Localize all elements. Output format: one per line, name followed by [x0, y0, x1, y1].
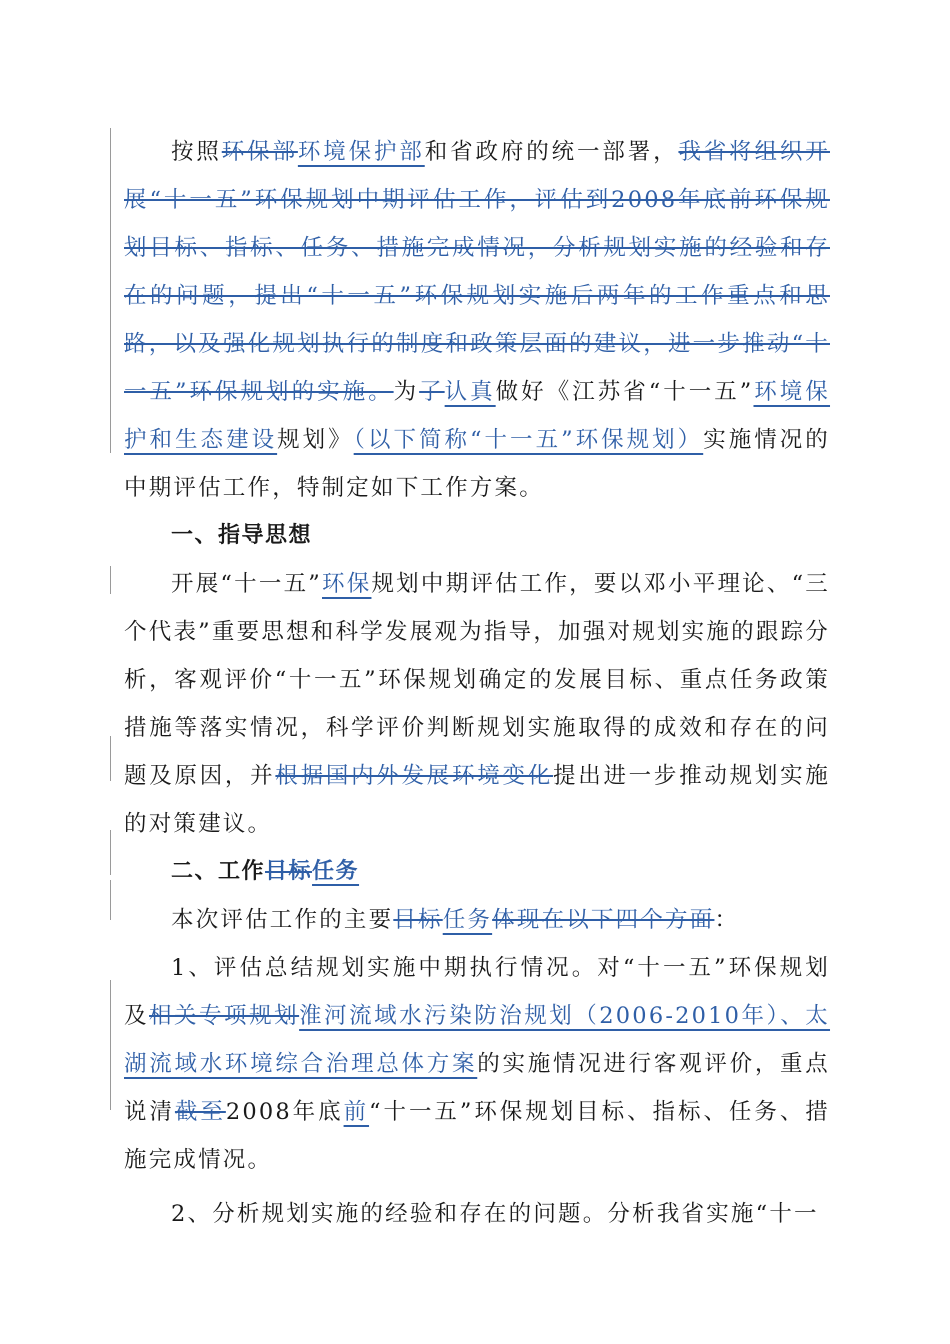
- heading-text: 二、工作: [171, 859, 266, 884]
- text-run: 为: [393, 379, 420, 405]
- change-bar: [110, 128, 111, 453]
- text-run: 和省政府的统一部署，: [424, 139, 679, 165]
- text-run: 1、评估总结规划实施中期执行情况。对“十一五”环保规划及: [124, 955, 830, 1029]
- tasks-intro-paragraph: [124, 896, 830, 944]
- inserted-text: 前: [343, 1099, 370, 1125]
- heading-text: 一、指导思想: [171, 523, 313, 548]
- section-heading-guiding-ideology: [124, 512, 830, 560]
- intro-paragraph: [124, 128, 830, 512]
- text-run: 本次评估工作的主要: [171, 907, 394, 933]
- change-bar: [110, 566, 111, 594]
- deleted-text: 相关专项规划: [149, 1003, 300, 1029]
- text-run: 做好《江苏省“十一五”: [495, 379, 754, 405]
- inserted-text: 认真: [444, 379, 496, 405]
- text-run: 实施情况的中期评估工作，特制定如下工作方案。: [124, 427, 830, 501]
- text-run: 规划》: [277, 427, 354, 453]
- inserted-text: 环境保护和生态建设: [124, 379, 831, 453]
- document-body: [124, 128, 830, 1238]
- text-run: 2008年底: [225, 1099, 344, 1125]
- guiding-ideology-paragraph: [124, 560, 830, 848]
- inserted-text: 任务: [312, 859, 360, 884]
- text-run: 开展“十一五”: [171, 571, 322, 597]
- change-bar: [110, 980, 111, 1110]
- deleted-text: 截至: [174, 1099, 226, 1125]
- text-run: ：: [714, 907, 740, 933]
- inserted-text: 环保: [322, 571, 372, 597]
- text-run: 按照: [171, 139, 222, 165]
- task-item-2: [124, 1190, 830, 1238]
- inserted-text: 环境保护部: [297, 139, 425, 165]
- inserted-text: 任务: [442, 907, 493, 933]
- deleted-text: 我省将组织开展“十一五”环保规划中期评估工作，评估到2008年底前环保规划目标、指标、任务、措施完成情况，分析规划实施的经验和存在的问题，提出“十一五”环保规划实施后两年的工作重点和思路，以及强化规划执行的制度和政策层面的建议，进一步推动“十一五”环保规划的实施。: [124, 139, 830, 405]
- deleted-text: 环保部: [221, 139, 298, 165]
- deleted-text: 了: [419, 379, 445, 405]
- text-run: 规划中期评估工作，要以邓小平理论、“三个代表”重要思想和科学发展观为指导，加强对规划实施的跟踪分析，客观评价“十一五”环保规划确定的发展目标、重点任务政策措施等落实情况，科学评价判断规划实施取得的成效和存在的问题及原因，并: [124, 571, 831, 789]
- change-bar: [110, 830, 111, 875]
- text-run: 提出进一步推动规划实施的对策建议。: [124, 763, 831, 837]
- inserted-text: （以下简称“十一五”环保规划）: [353, 427, 704, 453]
- change-bar: [110, 880, 111, 920]
- text-run: “十一五”环保规划目标、指标、任务、措施完成情况。: [124, 1099, 830, 1173]
- text-run: 的实施情况进行客观评价，重点说清: [124, 1051, 830, 1125]
- task-item-1: [124, 944, 830, 1184]
- text-run: 2、分析规划实施的经验和存在的问题。分析我省实施“十一: [171, 1201, 819, 1227]
- deleted-text: 根据国内外发展环境变化: [275, 763, 553, 789]
- deleted-text: 目标: [265, 859, 313, 884]
- change-bar: [110, 736, 111, 781]
- deleted-text: 体现在以下四个方面: [492, 907, 715, 933]
- section-heading-work-tasks: [124, 848, 830, 896]
- deleted-text: 目标: [393, 907, 443, 933]
- inserted-text: 淮河流域水污染防治规划（2006-2010年）、太湖流域水环境综合治理总体方案: [124, 1003, 831, 1077]
